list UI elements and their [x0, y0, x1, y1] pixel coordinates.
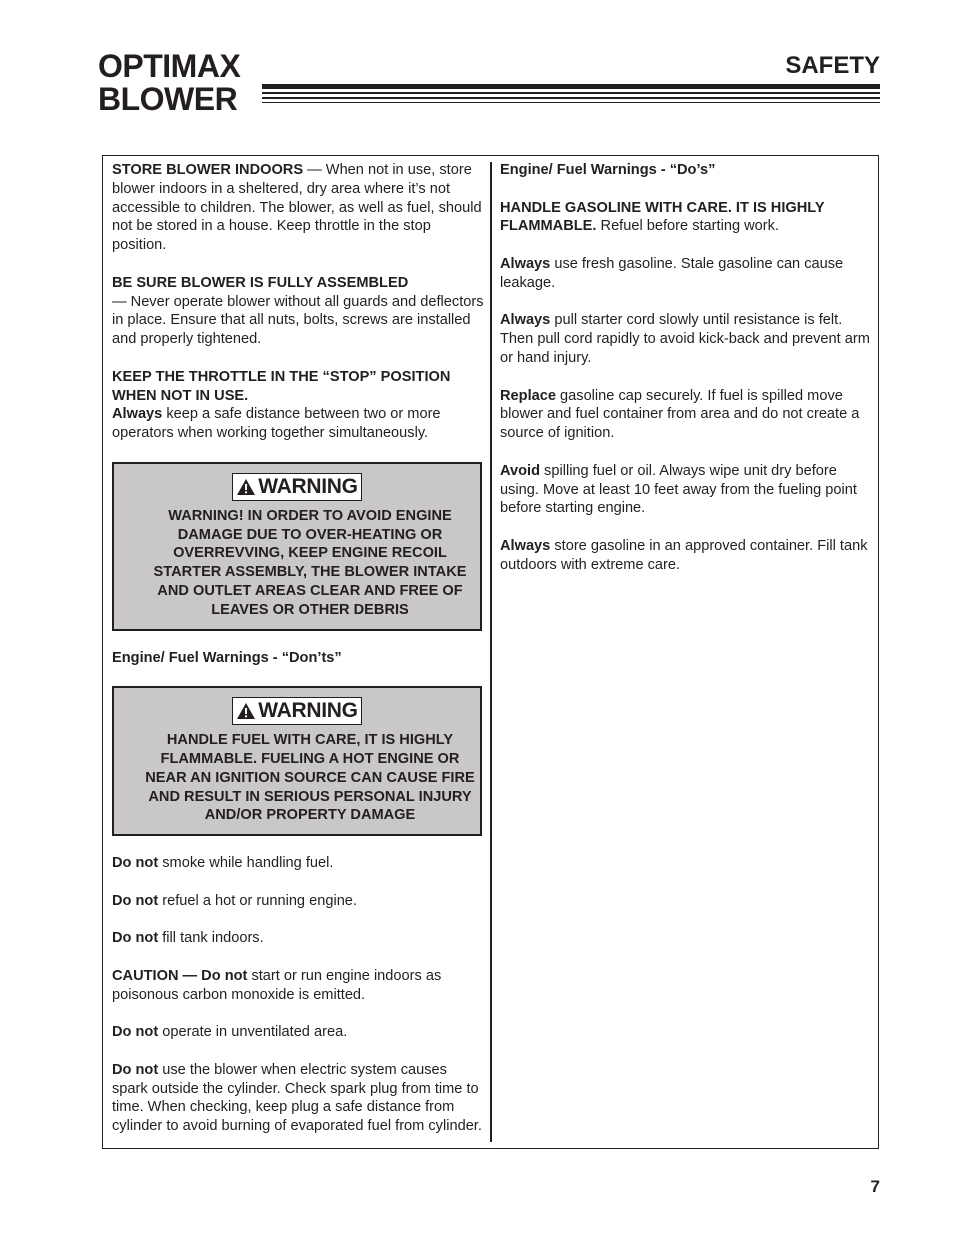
dont-item	[112, 929, 484, 948]
right-column	[500, 161, 872, 593]
assembled-paragraph	[112, 274, 484, 349]
gasoline-body: Refuel before starting work.	[596, 218, 779, 235]
dont-body: use the blower when electric system causes spark outside the cylinder. Check spark plug from time to time. When checking, keep plug a safe distance from cylinder to avoid burning of evaporated fuel from cylinder.	[112, 1061, 482, 1135]
warning-badge-label: WARNING	[258, 474, 358, 498]
warning-triangle-icon	[236, 478, 256, 496]
dont-lead: Do not	[112, 855, 159, 872]
section-title: SAFETY	[785, 52, 880, 79]
do-body: use fresh gasoline. Stale gasoline can cause leakage.	[500, 255, 844, 291]
gasoline-paragraph	[500, 199, 872, 237]
throttle-paragraph	[112, 368, 484, 443]
do-item	[500, 537, 872, 575]
warning-triangle-icon	[236, 702, 256, 720]
dont-body: smoke while handling fuel.	[158, 855, 334, 872]
column-divider	[490, 162, 492, 1142]
do-item	[500, 462, 872, 518]
page-number: 7	[870, 1177, 880, 1196]
engine-damage-warning-box	[112, 462, 482, 631]
warning-badge-label: WARNING	[258, 699, 358, 723]
do-body: gasoline cap securely. If fuel is spilled move blower and fuel container from area and do not create a source of ignition.	[500, 387, 860, 442]
header-rule	[262, 97, 880, 99]
dont-body: operate in unventilated area.	[158, 1024, 348, 1041]
dont-body: start or run engine indoors as poisonous carbon monoxide is emitted.	[112, 967, 442, 1003]
dont-lead: CAUTION — Do not	[112, 967, 248, 984]
dont-item	[112, 854, 484, 873]
left-column	[112, 161, 484, 1155]
do-item	[500, 387, 872, 443]
do-body: store gasoline in an approved container. Fill tank outdoors with extreme care.	[500, 537, 868, 573]
dont-lead: Do not	[112, 1024, 159, 1041]
dont-body: fill tank indoors.	[158, 930, 264, 947]
do-item	[500, 255, 872, 293]
dont-body: refuel a hot or running engine.	[158, 892, 357, 909]
do-lead: Always	[500, 537, 551, 554]
brand-title	[98, 50, 240, 116]
do-lead: Always	[500, 312, 551, 329]
fuel-warning-box	[112, 686, 482, 836]
brand-line-2: BLOWER	[98, 81, 238, 117]
throttle-body: keep a safe distance between two or more operators when working together simultaneously.	[112, 406, 441, 442]
do-body: spilling fuel or oil. Always wipe unit dry before using. Move at least 10 feet away from the fueling point before starting engine.	[500, 462, 857, 517]
dont-lead: Do not	[112, 1061, 159, 1078]
do-body: pull starter cord slowly until resistance is felt. Then pull cord rapidly to avoid kick-back and prevent arm or hand injury.	[500, 312, 870, 366]
header-rule	[262, 84, 880, 89]
dos-heading: Engine/ Fuel Warnings - “Do’s”	[500, 162, 716, 178]
dont-lead: Do not	[112, 930, 159, 947]
dont-item	[112, 892, 484, 911]
dont-lead: Do not	[112, 892, 159, 909]
fuel-warning-text: HANDLE FUEL WITH CARE, IT IS HIGHLY FLAMMABLE. FUELING A HOT ENGINE OR NEAR AN IGNITION SOURCE CAN CAUSE FIRE AND RESULT IN SERIOUS PERSONAL INJURY AND/OR PROPERTY DAMAGE	[145, 732, 475, 824]
header-rules	[262, 84, 880, 103]
gasoline-heading: HANDLE GASOLINE WITH CARE. IT IS HIGHLY FLAMMABLE.	[500, 199, 825, 235]
store-indoors-paragraph	[112, 161, 484, 255]
header-rule	[262, 102, 880, 103]
dont-item	[112, 967, 484, 1005]
dont-item	[112, 1061, 484, 1136]
donts-heading: Engine/ Fuel Warnings - “Don’ts”	[112, 649, 342, 666]
brand-line-1: OPTIMAX	[98, 48, 241, 84]
do-lead: Always	[500, 255, 551, 272]
dont-item	[112, 1023, 484, 1042]
warning-badge	[232, 697, 361, 725]
warning-badge	[232, 473, 361, 501]
assembled-heading: BE SURE BLOWER IS FULLY ASSEMBLED	[112, 274, 409, 291]
do-lead: Avoid	[500, 462, 540, 479]
header-rule	[262, 92, 880, 94]
throttle-heading: KEEP THE THROTTLE IN THE “STOP” POSITION WHEN NOT IN USE.	[112, 368, 451, 404]
do-lead: Replace	[500, 387, 556, 404]
throttle-lead: Always	[112, 406, 163, 423]
engine-damage-warning-text: WARNING! IN ORDER TO AVOID ENGINE DAMAGE DUE TO OVER-HEATING OR OVERREVVING, KEEP ENGINE RECOIL STARTER ASSEMBLY, THE BLOWER INTAKE AND OUTLET AREAS CLEAR AND FREE OF LEAVES OR OTHER DEBRIS	[153, 507, 467, 618]
store-indoors-body: — When not in use, store blower indoors in a sheltered, dry area where it’s not accessible to children. The blower, as well as fuel, should not be stored in a house. Keep throttle in the stop position.	[112, 162, 482, 254]
do-item	[500, 311, 872, 367]
assembled-body: — Never operate blower without all guards and deflectors in place. Ensure that all nuts, bolts, screws are installed and properly tightened.	[112, 293, 484, 348]
store-indoors-heading: STORE BLOWER INDOORS	[112, 162, 304, 178]
